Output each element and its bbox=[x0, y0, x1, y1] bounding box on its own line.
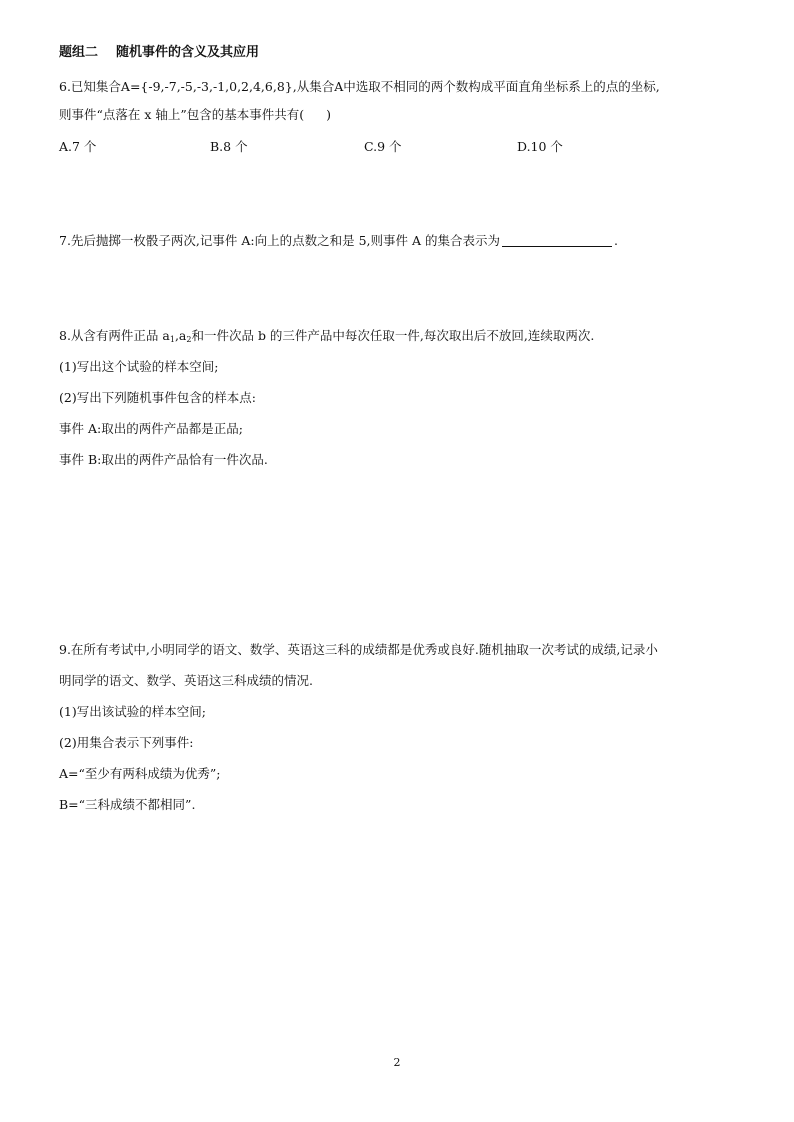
q7-period: . bbox=[614, 233, 618, 248]
q6-option-a: A.7 个 bbox=[59, 139, 97, 154]
q8-part2: (2)写出下列随机事件包含的样本点: bbox=[59, 390, 256, 405]
q8-subscript-1: 1 bbox=[169, 335, 175, 344]
page-number: 2 bbox=[393, 1056, 401, 1069]
q8-text-2: ,a bbox=[174, 328, 187, 343]
q8-part1: (1)写出这个试验的样本空间; bbox=[59, 359, 219, 374]
q7-text: 7.先后抛掷一枚骰子两次,记事件 A:向上的点数之和是 5,则事件 A 的集合表示为 bbox=[59, 233, 500, 248]
q8-stem bbox=[59, 327, 594, 349]
q9-event-b: B=“三科成绩不都相同”. bbox=[59, 797, 196, 812]
section-title: 随机事件的含义及其应用 bbox=[116, 45, 260, 60]
q8-event-a: 事件 A:取出的两件产品都是正品; bbox=[59, 421, 243, 436]
q8-subscript-2: 2 bbox=[186, 335, 192, 344]
section-heading bbox=[59, 44, 259, 62]
q6-stem-text: 则事件“点落在 x 轴上”包含的基本事件共有( bbox=[59, 107, 305, 122]
q8-event-b: 事件 B:取出的两件产品恰有一件次品. bbox=[59, 452, 268, 467]
q7-answer-blank bbox=[502, 233, 612, 247]
q9-event-a: A=“至少有两科成绩为优秀”; bbox=[59, 766, 221, 781]
q9-stem-line1: 9.在所有考试中,小明同学的语文、数学、英语这三科的成绩都是优秀或良好.随机抽取一次考试的成绩,记录小 bbox=[59, 642, 658, 657]
q6-option-c: C.9 个 bbox=[364, 139, 402, 154]
q6-stem-line1: 6.已知集合A={-9,-7,-5,-3,-1,0,2,4,6,8},从集合A中选取不相同的两个数构成平面直角坐标系上的点的坐标, bbox=[59, 79, 660, 94]
q9-part2: (2)用集合表示下列事件: bbox=[59, 735, 194, 750]
section-label: 题组二 bbox=[59, 45, 99, 60]
q7-stem bbox=[59, 232, 618, 250]
q8-text-1: 8.从含有两件正品 a bbox=[59, 328, 170, 343]
q6-close-paren: ) bbox=[326, 107, 332, 122]
q9-stem-line2: 明同学的语文、数学、英语这三科成绩的情况. bbox=[59, 673, 313, 688]
q6-option-d: D.10 个 bbox=[517, 139, 563, 154]
q9-part1: (1)写出该试验的样本空间; bbox=[59, 704, 206, 719]
q6-stem-line2 bbox=[59, 106, 331, 124]
q6-option-b: B.8 个 bbox=[210, 139, 248, 154]
q8-text-3: 和一件次品 b 的三件产品中每次任取一件,每次取出后不放回,连续取两次. bbox=[191, 328, 595, 343]
